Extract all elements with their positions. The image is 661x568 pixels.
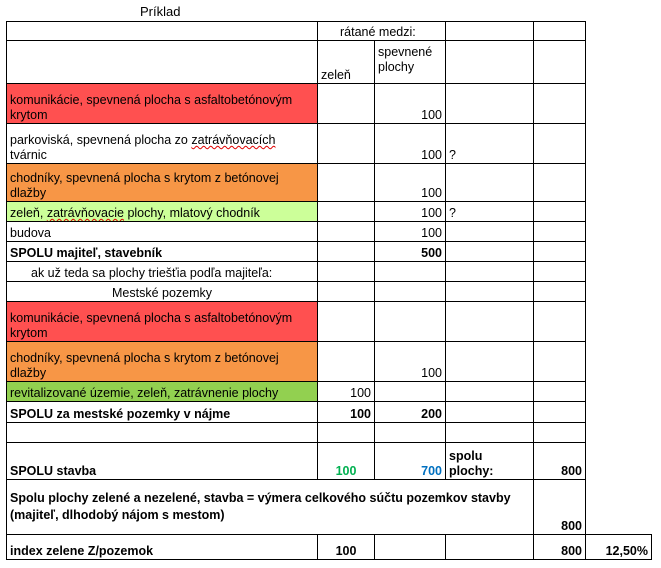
col-header-paved[interactable]: spevnené plochy xyxy=(375,41,446,84)
green-cell[interactable] xyxy=(318,202,375,222)
row-label[interactable]: ak už teda sa plochy triešťia podľa majiteľa: xyxy=(7,262,318,282)
table-row xyxy=(7,242,652,262)
cell[interactable] xyxy=(534,302,586,342)
cell[interactable] xyxy=(446,262,534,282)
label-part: zatrávňovacích xyxy=(191,133,276,147)
row-label[interactable]: Mestské pozemky xyxy=(7,282,318,302)
row-label[interactable] xyxy=(7,124,318,164)
table-row xyxy=(7,262,652,282)
total-label[interactable]: spolu plochy: xyxy=(446,443,534,480)
label-part: plochy, mlatový chodník xyxy=(123,206,260,220)
total-value[interactable]: 800 xyxy=(534,443,586,480)
paved-cell[interactable] xyxy=(375,382,446,402)
table-row xyxy=(7,84,652,124)
cell[interactable] xyxy=(534,402,586,423)
cell[interactable] xyxy=(534,202,586,222)
cell[interactable] xyxy=(446,222,534,242)
table-row-sum xyxy=(7,480,652,535)
table-row xyxy=(7,302,652,342)
cell[interactable] xyxy=(534,22,586,41)
cell[interactable] xyxy=(534,242,586,262)
paved-cell[interactable]: 100 xyxy=(375,124,446,164)
label-part: tvárnic xyxy=(10,148,47,162)
table-row xyxy=(7,222,652,242)
cell[interactable] xyxy=(446,535,534,560)
label-part: zeleň, xyxy=(10,206,47,220)
green-cell[interactable] xyxy=(318,242,375,262)
cell[interactable] xyxy=(446,342,534,382)
cell[interactable] xyxy=(446,164,534,202)
table-row-index xyxy=(7,535,652,560)
cell[interactable] xyxy=(446,402,534,423)
cell[interactable] xyxy=(446,242,534,262)
paved-cell[interactable]: 500 xyxy=(375,242,446,262)
sheet-title: Príklad xyxy=(140,4,181,19)
row-label[interactable]: revitalizované územie, zeleň, zatrávnenie plochy xyxy=(7,382,318,402)
paved-cell[interactable] xyxy=(375,282,446,302)
col-header-green[interactable]: zeleň xyxy=(318,41,375,84)
paved-cell[interactable] xyxy=(375,302,446,342)
table-row xyxy=(7,402,652,423)
cell[interactable] xyxy=(446,282,534,302)
range-header[interactable]: rátané medzi: xyxy=(318,22,446,41)
paved-cell[interactable]: 100 xyxy=(375,202,446,222)
row-label[interactable]: budova xyxy=(7,222,318,242)
table-row-empty xyxy=(7,423,652,443)
cell[interactable] xyxy=(318,423,375,443)
cell[interactable] xyxy=(534,342,586,382)
header-row-2 xyxy=(7,41,652,84)
green-cell[interactable] xyxy=(318,164,375,202)
row-label[interactable]: chodníky, spevnená plocha s krytom z betónovej dlažby xyxy=(7,164,318,202)
green-cell[interactable] xyxy=(318,302,375,342)
cell[interactable] xyxy=(446,382,534,402)
note-cell[interactable]: ? xyxy=(446,202,534,222)
note-cell[interactable]: ? xyxy=(446,124,534,164)
green-value[interactable]: 100 xyxy=(318,535,375,560)
cell[interactable] xyxy=(534,423,586,443)
cell[interactable] xyxy=(7,22,318,41)
paved-cell[interactable]: 200 xyxy=(375,402,446,423)
green-cell[interactable] xyxy=(318,262,375,282)
table-row xyxy=(7,202,652,222)
cell[interactable] xyxy=(446,302,534,342)
row-label[interactable]: index zelene Z/pozemok xyxy=(7,535,318,560)
cell[interactable] xyxy=(375,423,446,443)
cell[interactable] xyxy=(534,382,586,402)
label-part: parkoviská, spevnená plocha zo xyxy=(10,133,192,147)
cell[interactable] xyxy=(534,84,586,124)
table-row xyxy=(7,342,652,382)
green-cell[interactable] xyxy=(318,84,375,124)
row-label[interactable] xyxy=(7,202,318,222)
table-row xyxy=(7,382,652,402)
cell[interactable] xyxy=(534,41,586,84)
paved-cell[interactable]: 100 xyxy=(375,164,446,202)
row-label[interactable]: chodníky, spevnená plocha s krytom z betónovej dlažby xyxy=(7,342,318,382)
table-row xyxy=(7,282,652,302)
green-total[interactable]: 100 xyxy=(318,443,375,480)
paved-cell[interactable]: 100 xyxy=(375,222,446,242)
table-row xyxy=(7,124,652,164)
cell[interactable] xyxy=(534,282,586,302)
cell[interactable] xyxy=(446,423,534,443)
green-cell[interactable]: 100 xyxy=(318,402,375,423)
paved-cell[interactable] xyxy=(375,262,446,282)
index-percent[interactable]: 12,50% xyxy=(586,535,652,560)
cell[interactable] xyxy=(534,164,586,202)
cell[interactable] xyxy=(446,22,534,41)
total-value[interactable]: 800 xyxy=(534,535,586,560)
green-cell[interactable] xyxy=(318,342,375,382)
green-cell[interactable] xyxy=(318,222,375,242)
row-label[interactable]: SPOLU za mestské pozemky v nájme xyxy=(7,402,318,423)
row-label[interactable]: komunikácie, spevnená plocha s asfaltobetónovým krytom xyxy=(7,84,318,124)
cell[interactable] xyxy=(534,222,586,242)
cell[interactable] xyxy=(446,84,534,124)
table-row-total xyxy=(7,443,652,480)
cell[interactable] xyxy=(534,124,586,164)
spreadsheet-table xyxy=(6,21,652,560)
paved-cell[interactable]: 100 xyxy=(375,342,446,382)
cell[interactable] xyxy=(534,262,586,282)
paved-total[interactable]: 700 xyxy=(375,443,446,480)
row-label[interactable]: SPOLU stavba xyxy=(7,443,318,480)
row-label[interactable]: Spolu plochy zelené a nezelené, stavba = výmera celkového súčtu pozemkov stavby (majiteľ, dlhodobý nájom s mestom) xyxy=(7,480,534,535)
cell[interactable] xyxy=(375,535,446,560)
cell[interactable] xyxy=(446,41,534,84)
row-label[interactable]: komunikácie, spevnená plocha s asfaltobetónovým krytom xyxy=(7,302,318,342)
cell[interactable] xyxy=(7,423,318,443)
row-label[interactable]: SPOLU majiteľ, stavebník xyxy=(7,242,318,262)
header-row-1 xyxy=(7,22,652,41)
paved-cell[interactable]: 100 xyxy=(375,84,446,124)
cell[interactable] xyxy=(7,41,318,84)
total-value[interactable]: 800 xyxy=(534,480,586,535)
green-cell[interactable] xyxy=(318,124,375,164)
table-row xyxy=(7,164,652,202)
label-part: zatrávňovacie xyxy=(46,206,124,220)
green-cell[interactable] xyxy=(318,282,375,302)
green-cell[interactable]: 100 xyxy=(318,382,375,402)
